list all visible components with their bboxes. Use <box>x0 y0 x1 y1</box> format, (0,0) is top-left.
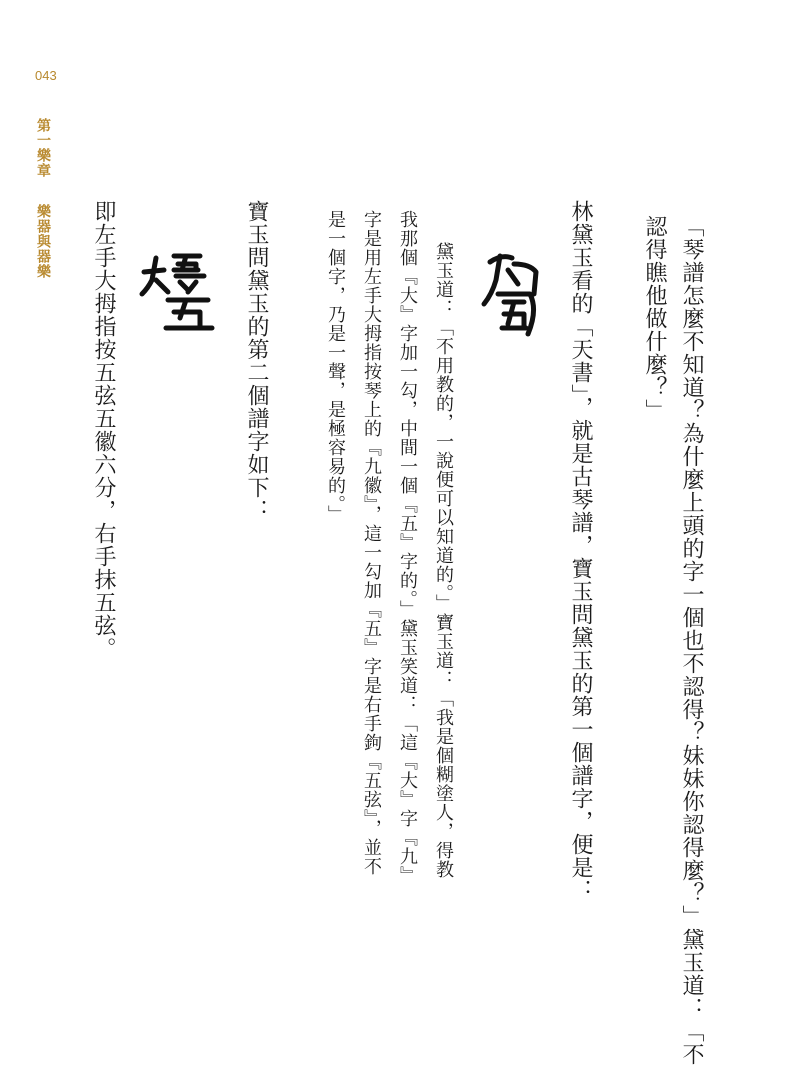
text-column-2: 認得瞧他做什麼？」 <box>642 215 667 422</box>
text-column-5: 我那個『大』字加一勾，中間一個『五』字的。」黛玉笑道：「這『大』字『九』 <box>397 210 418 885</box>
running-head-title: 樂器與器樂 <box>35 203 51 279</box>
page-number: 043 <box>35 68 57 83</box>
running-head <box>33 118 53 279</box>
text-column-4: 黛玉道：「不用教的，一說便可以知道的。」寶玉道：「我是個糊塗人，得教 <box>433 242 454 879</box>
text-column-7: 是一個字，乃是一聲，是極容易的。」 <box>325 210 346 524</box>
qin-notation-glyph-2-drawing <box>138 248 220 336</box>
text-column-3: 林黛玉看的「天書」，就是古琴譜，寶玉問黛玉的第一個譜字，便是： <box>568 200 593 902</box>
qin-notation-glyph-1 <box>478 250 548 340</box>
text-column-8: 寶玉問黛玉的第二個譜字如下： <box>244 200 269 522</box>
text-column-6: 字是用左手大拇指按琴上的『九徽』，這一勾加『五』字是右手鉤『五弦』，並不 <box>361 210 382 876</box>
running-head-chapter: 第一樂章 <box>35 118 51 178</box>
qin-notation-glyph-1-drawing <box>478 250 548 340</box>
qin-notation-glyph-2 <box>138 248 220 336</box>
text-column-1: 「琴譜怎麼不知道？為什麼上頭的字一個也不認得？妹妹你認得麼？」黛玉道：「不 <box>679 215 704 1066</box>
text-column-9: 即左手大拇指按五弦五徽六分，右手抹五弦。 <box>91 200 116 660</box>
